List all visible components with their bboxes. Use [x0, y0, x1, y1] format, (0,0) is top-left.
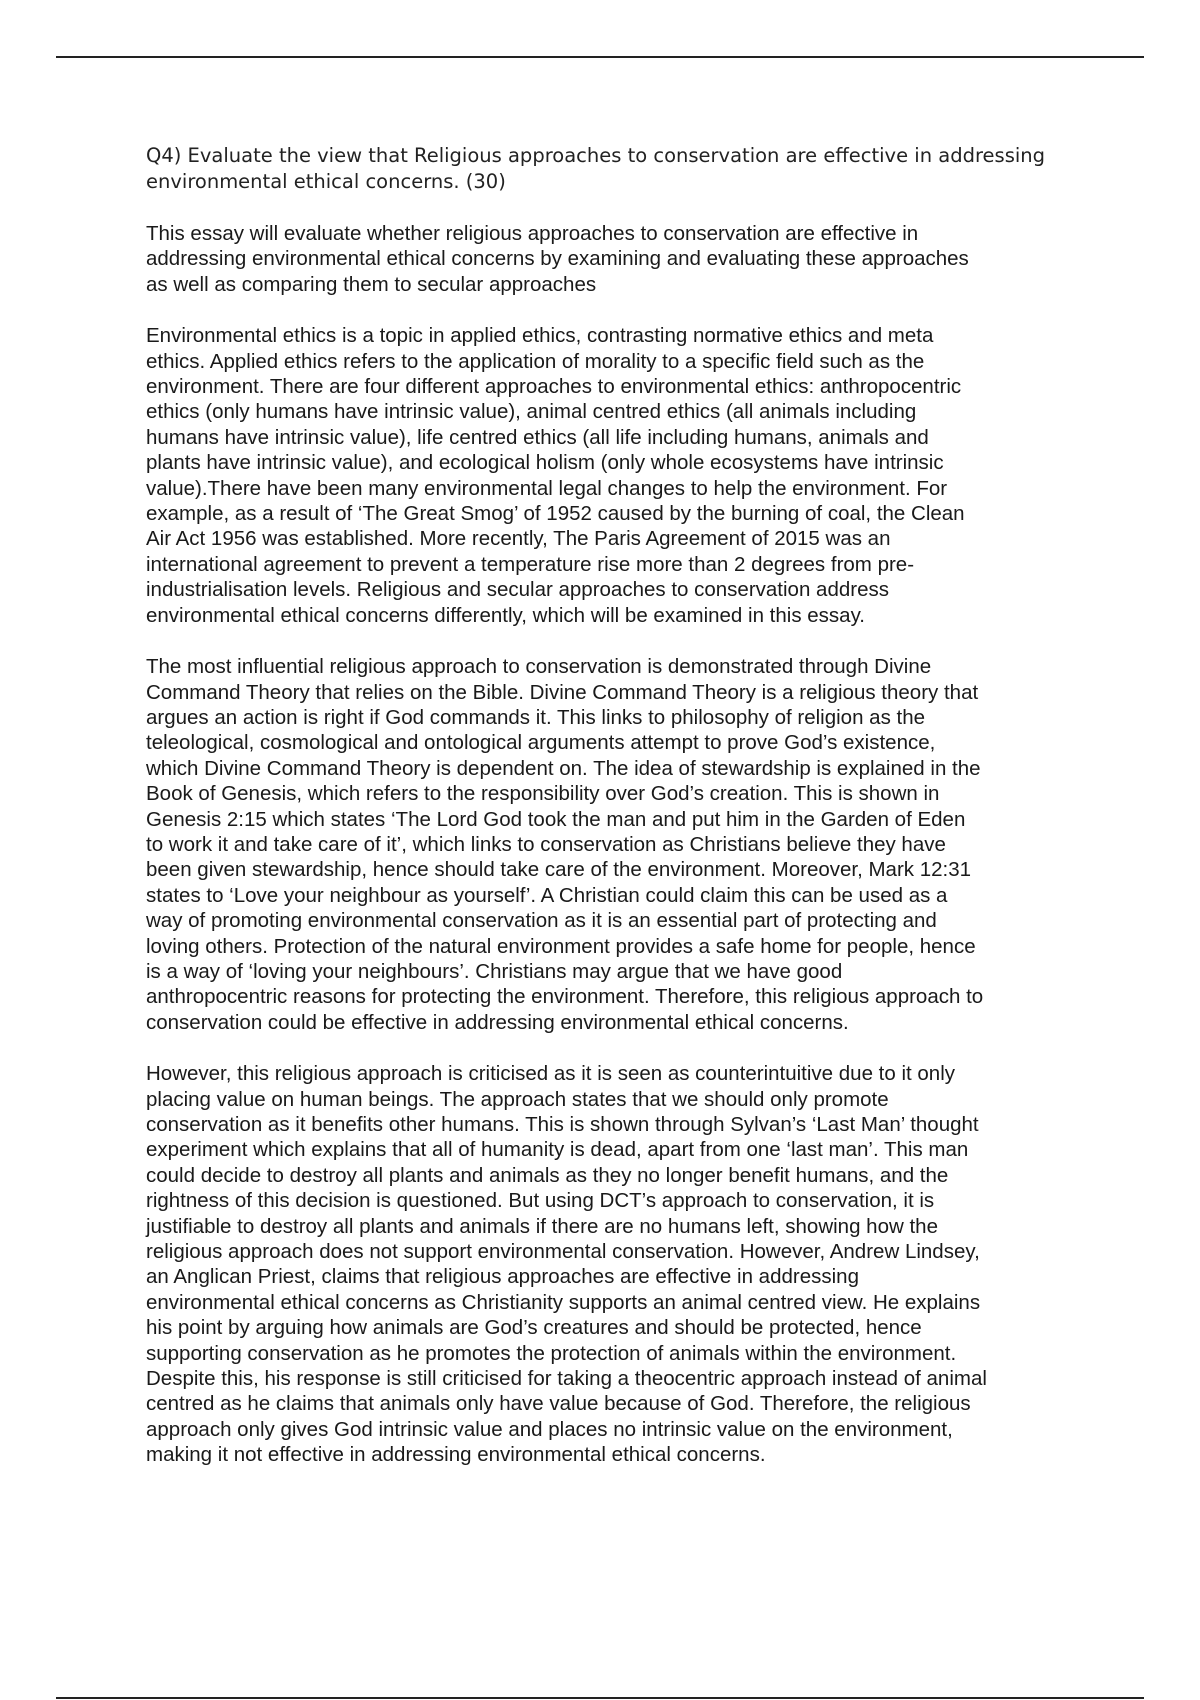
text-line: addressing environmental ethical concerns by examining and evaluating these approaches [146, 247, 969, 271]
text-line: states to ‘Love your neighbour as yourself’. A Christian could claim this can be used as a [146, 883, 948, 907]
text-line: argues an action is right if God commands it. This links to philosophy of religion as the [146, 705, 926, 729]
text-line: plants have intrinsic value), and ecological holism (only whole ecosystems have intrinsic [146, 451, 944, 475]
text-line: Despite this, his response is still criticised for taking a theocentric approach instead of animal [146, 1367, 987, 1391]
text-line: Environmental ethics is a topic in applied ethics, contrasting normative ethics and meta [146, 324, 934, 348]
question-line: environmental ethical concerns. (30) [146, 170, 506, 193]
text-line: This essay will evaluate whether religious approaches to conservation are effective in [146, 222, 919, 245]
text-line: value).There have been many environmental legal changes to help the environment. For [146, 476, 948, 500]
text-line: teleological, cosmological and ontological arguments attempt to prove God’s existence, [146, 731, 936, 755]
text-line: Command Theory that relies on the Bible. Divine Command Theory is a religious theory that [146, 680, 979, 704]
text-line: centred as he claims that animals only have value because of God. Therefore, the religious [146, 1392, 971, 1416]
footer-rule [56, 1697, 1144, 1699]
context-paragraph [146, 323, 1066, 628]
text-line: way of promoting environmental conservation as it is an essential part of protecting and [146, 909, 937, 933]
text-line: ethics (only humans have intrinsic value), animal centred ethics (all animals including [146, 400, 917, 424]
text-line: his point by arguing how animals are God’s creatures and should be protected, hence [146, 1316, 922, 1340]
text-line: justifiable to destroy all plants and animals if there are no humans left, showing how the [146, 1214, 938, 1238]
text-line: Book of Genesis, which refers to the responsibility over God’s creation. This is shown in [146, 782, 940, 806]
text-line: approach only gives God intrinsic value and places no intrinsic value on the environment, [146, 1417, 953, 1441]
text-line: anthropocentric reasons for protecting the environment. Therefore, this religious approach to [146, 985, 984, 1009]
text-line: could decide to destroy all plants and animals as they no longer benefit humans, and the [146, 1163, 949, 1187]
text-line: an Anglican Priest, claims that religious approaches are effective in addressing [146, 1265, 859, 1289]
text-line: experiment which explains that all of humanity is dead, apart from one ‘last man’. This man [146, 1138, 969, 1162]
text-line: industrialisation levels. Religious and secular approaches to conservation address [146, 578, 889, 602]
text-line: supporting conservation as he promotes the protection of animals within the environment. [146, 1341, 957, 1365]
text-line: humans have intrinsic value), life centred ethics (all life including humans, animals and [146, 425, 929, 449]
document-body [146, 143, 1066, 1494]
text-line: example, as a result of ‘The Great Smog’ of 1952 caused by the burning of coal, the Clean [146, 502, 965, 526]
introduction-paragraph [146, 221, 1066, 297]
text-line: The most influential religious approach to conservation is demonstrated through Divine [146, 655, 932, 679]
text-line: loving others. Protection of the natural environment provides a safe home for people, hence [146, 934, 976, 958]
text-line: environmental ethical concerns differently, which will be examined in this essay. [146, 603, 865, 627]
text-line: environmental ethical concerns as Christianity supports an animal centred view. He explains [146, 1290, 981, 1314]
argument-paragraph [146, 654, 1066, 1035]
text-line: been given stewardship, hence should take care of the environment. Moreover, Mark 12:31 [146, 858, 972, 882]
text-line: ethics. Applied ethics refers to the application of morality to a specific field such as the [146, 349, 925, 373]
text-line: is a way of ‘loving your neighbours’. Christians may argue that we have good [146, 959, 843, 983]
text-line: rightness of this decision is questioned. But using DCT’s approach to conservation, it is [146, 1189, 935, 1213]
essay-question [146, 143, 1066, 195]
text-line: religious approach does not support environmental conservation. However, Andrew Lindsey, [146, 1240, 980, 1264]
text-line: However, this religious approach is criticised as it is seen as counterintuitive due to it only [146, 1062, 956, 1086]
text-line: international agreement to prevent a temperature rise more than 2 degrees from pre- [146, 552, 915, 576]
text-line: as well as comparing them to secular approaches [146, 272, 597, 296]
text-line: placing value on human beings. The approach states that we should only promote [146, 1087, 889, 1111]
text-line: making it not effective in addressing environmental ethical concerns. [146, 1443, 766, 1467]
text-line: conservation as it benefits other humans. This is shown through Sylvan’s ‘Last Man’ thought [146, 1113, 979, 1136]
text-line: Air Act 1956 was established. More recently, The Paris Agreement of 2015 was an [146, 527, 891, 551]
text-line: which Divine Command Theory is dependent on. The idea of stewardship is explained in the [146, 756, 981, 780]
counterargument-paragraph [146, 1061, 1066, 1468]
text-line: conservation could be effective in addressing environmental ethical concerns. [146, 1010, 849, 1034]
text-line: to work it and take care of it’, which links to conservation as Christians believe they have [146, 832, 946, 856]
text-line: Genesis 2:15 which states ‘The Lord God took the man and put him in the Garden of Eden [146, 807, 966, 831]
text-line: environment. There are four different approaches to environmental ethics: anthropocentric [146, 375, 962, 399]
header-rule [56, 56, 1144, 58]
question-line: Q4) Evaluate the view that Religious approaches to conservation are effective in addressing [146, 144, 1046, 167]
